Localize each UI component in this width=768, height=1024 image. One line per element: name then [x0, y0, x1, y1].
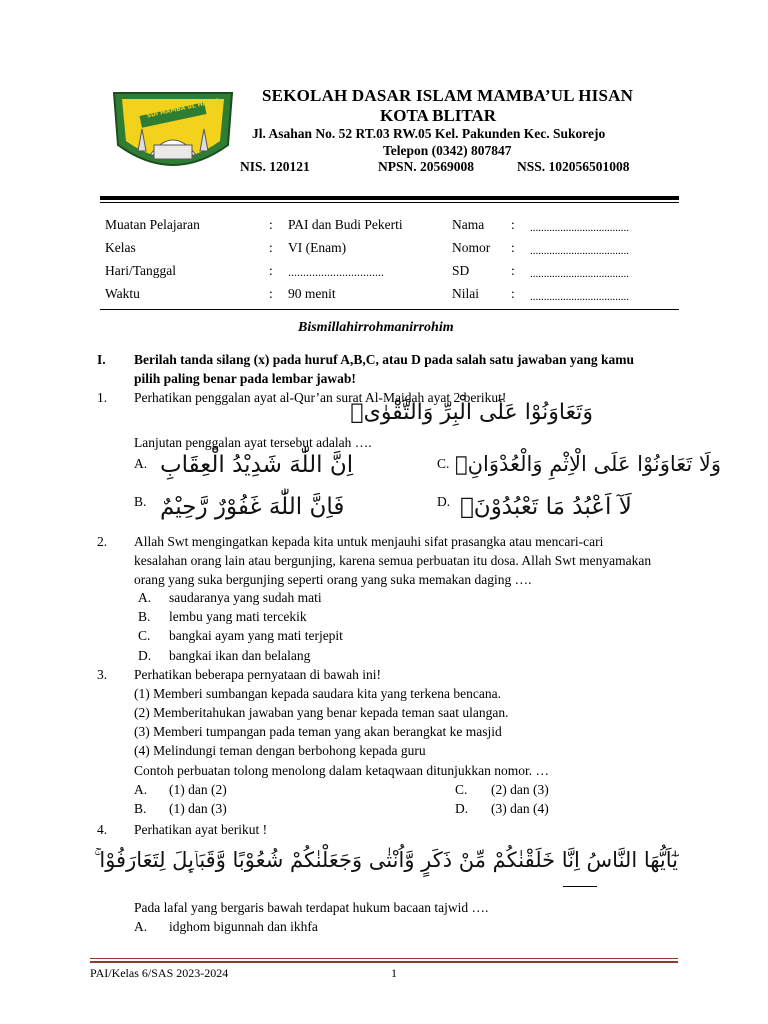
info-value-score[interactable]: ....................................	[530, 291, 629, 303]
option-text[interactable]: bangkai ikan dan belalang	[169, 648, 311, 663]
school-name: SEKOLAH DASAR ISLAM MAMBA’UL HISAN	[262, 86, 634, 105]
info-label-number: Nomor	[452, 240, 491, 255]
option-letter[interactable]: D.	[455, 801, 469, 816]
option-letter[interactable]: B.	[138, 609, 151, 624]
option-letter[interactable]: A.	[134, 782, 148, 797]
school-nss: NSS. 102056501008	[517, 159, 630, 174]
info-label-school: SD	[452, 263, 470, 278]
info-value-school[interactable]: ....................................	[530, 268, 629, 280]
question-number: 3.	[97, 667, 108, 682]
option-arabic[interactable]: فَاِنَّ اللّٰهَ غَفُوْرٌ رَّحِيْمٌ	[160, 494, 345, 520]
question-text: Perhatikan penggalan ayat al-Qur’an surat Al-Maidah ayat 2 berikut!	[134, 390, 507, 405]
option-letter[interactable]: B.	[134, 494, 147, 509]
school-city: KOTA BLITAR	[380, 106, 497, 125]
option-text[interactable]: idghom bigunnah dan ikhfa	[169, 919, 318, 934]
info-colon: :	[269, 286, 273, 301]
option-arabic[interactable]: وَلَا تَعَاوَنُوْا عَلَى الْاِثْمِ وَالْعُدْوَانِۖ	[455, 452, 722, 476]
school-phone: Telepon (0342) 807847	[383, 143, 512, 158]
option-arabic[interactable]: لَآ اَعْبُدُ مَا تَعْبُدُوْنَۙ	[460, 494, 632, 520]
question-number: 4.	[97, 822, 108, 837]
info-label-subject: Muatan Pelajaran	[105, 217, 200, 232]
option-text[interactable]: (3) dan (4)	[491, 801, 549, 816]
header-rule-thick	[100, 196, 679, 200]
info-label-time: Waktu	[105, 286, 140, 301]
statement: (2) Memberitahukan jawaban yang benar kepada teman saat ulangan.	[134, 705, 509, 720]
option-text[interactable]: (2) dan (3)	[491, 782, 549, 797]
info-colon: :	[511, 240, 515, 255]
statement: (4) Melindungi teman dengan berbohong kepada guru	[134, 743, 426, 758]
option-letter[interactable]: D.	[437, 494, 451, 509]
bismillah: Bismillahirrohmanirrohim	[298, 320, 454, 335]
statement: (1) Memberi sumbangan kepada saudara kita yang terkena bencana.	[134, 686, 501, 701]
section-instruction-line2: pilih paling benar pada lembar jawab!	[134, 371, 356, 386]
question-number: 2.	[97, 534, 108, 549]
info-value-subject: PAI dan Budi Pekerti	[288, 217, 403, 232]
info-value-name[interactable]: ....................................	[530, 222, 629, 234]
option-letter[interactable]: C.	[437, 456, 450, 471]
statement: (3) Memberi tumpangan pada teman yang akan berangkat ke masjid	[134, 724, 502, 739]
info-rule	[100, 309, 679, 310]
info-colon: :	[511, 217, 515, 232]
option-letter[interactable]: A.	[138, 590, 152, 605]
info-value-number[interactable]: ....................................	[530, 245, 629, 257]
option-letter[interactable]: C.	[138, 628, 151, 643]
school-logo	[110, 85, 236, 181]
question-number: 1.	[97, 390, 108, 405]
question-ayat: وَتَعَاوَنُوْا عَلَى الْبِرِّ وَالتَّقْوٰىۖ	[350, 400, 593, 425]
option-text[interactable]: (1) dan (3)	[169, 801, 227, 816]
option-text[interactable]: lembu yang mati tercekik	[169, 609, 307, 624]
school-address: Jl. Asahan No. 52 RT.03 RW.05 Kel. Pakunden Kec. Sukorejo	[252, 126, 606, 141]
ayat-underline	[563, 886, 597, 887]
footer-rule-thin	[90, 958, 678, 959]
option-letter[interactable]: A.	[134, 456, 148, 471]
option-text[interactable]: bangkai ayam yang mati terjepit	[169, 628, 343, 643]
option-letter[interactable]: B.	[134, 801, 147, 816]
option-letter[interactable]: C.	[455, 782, 468, 797]
info-value-class: VI (Enam)	[288, 240, 347, 255]
option-letter[interactable]: A.	[134, 919, 148, 934]
section-instruction-line1: Berilah tanda silang (x) pada huruf A,B,C, atau D pada salah satu jawaban yang kamu	[134, 352, 634, 367]
info-label-score: Nilai	[452, 286, 479, 301]
section-number: I.	[97, 352, 106, 367]
question-text: Perhatikan ayat berikut !	[134, 822, 268, 837]
header-rule-thin	[100, 202, 679, 203]
school-nis: NIS. 120121	[240, 159, 310, 174]
question-ayat: يٰٓاَيُّهَا النَّاسُ اِنَّا خَلَقْنٰكُمْ مِّنْ ذَكَرٍ وَّاُنْثٰى وَجَعَلْنٰكُمْ شُعُوْبًا وَّقَبَاۤىِٕلَ لِتَعَارَفُوْا ۚ	[94, 848, 678, 872]
footer-rule-thick	[90, 961, 678, 963]
footer-left: PAI/Kelas 6/SAS 2023-2024	[90, 966, 229, 980]
info-label-date: Hari/Tanggal	[105, 263, 177, 278]
question-text-line1: Allah Swt mengingatkan kepada kita untuk menjauhi sifat prasangka atau mencari-cari	[134, 534, 604, 549]
question-prompt: Lanjutan penggalan ayat tersebut adalah ….	[134, 435, 372, 450]
info-label-class: Kelas	[105, 240, 136, 255]
question-prompt: Pada lafal yang bergaris bawah terdapat hukum bacaan tajwid ….	[134, 900, 489, 915]
info-value-time: 90 menit	[288, 286, 336, 301]
option-text[interactable]: saudaranya yang sudah mati	[169, 590, 322, 605]
info-label-name: Nama	[452, 217, 485, 232]
info-colon: :	[511, 286, 515, 301]
info-colon: :	[269, 240, 273, 255]
info-value-date[interactable]: ................................	[288, 265, 384, 279]
info-colon: :	[269, 263, 273, 278]
question-intro: Perhatikan beberapa pernyataan di bawah ini!	[134, 667, 382, 682]
page-number: 1	[391, 966, 397, 980]
option-text[interactable]: (1) dan (2)	[169, 782, 227, 797]
school-npsn: NPSN. 20569008	[378, 159, 475, 174]
question-text-line3: orang yang suka bergunjing seperti orang yang suka memakan daging ….	[134, 572, 532, 587]
info-colon: :	[269, 217, 273, 232]
info-colon: :	[511, 263, 515, 278]
question-text: Contoh perbuatan tolong menolong dalam ketaqwaan ditunjukkan nomor. …	[134, 763, 550, 778]
option-arabic[interactable]: اِنَّ اللّٰهَ شَدِيْدُ الْعِقَابِ	[160, 452, 354, 478]
option-letter[interactable]: D.	[138, 648, 152, 663]
question-text-line2: kesalahan orang lain atau bergunjing, karena semua perbuatan itu dosa. Allah Swt menyamakan	[134, 553, 652, 568]
logo-text: SDI MAMBA'UL HISAN	[146, 97, 220, 120]
